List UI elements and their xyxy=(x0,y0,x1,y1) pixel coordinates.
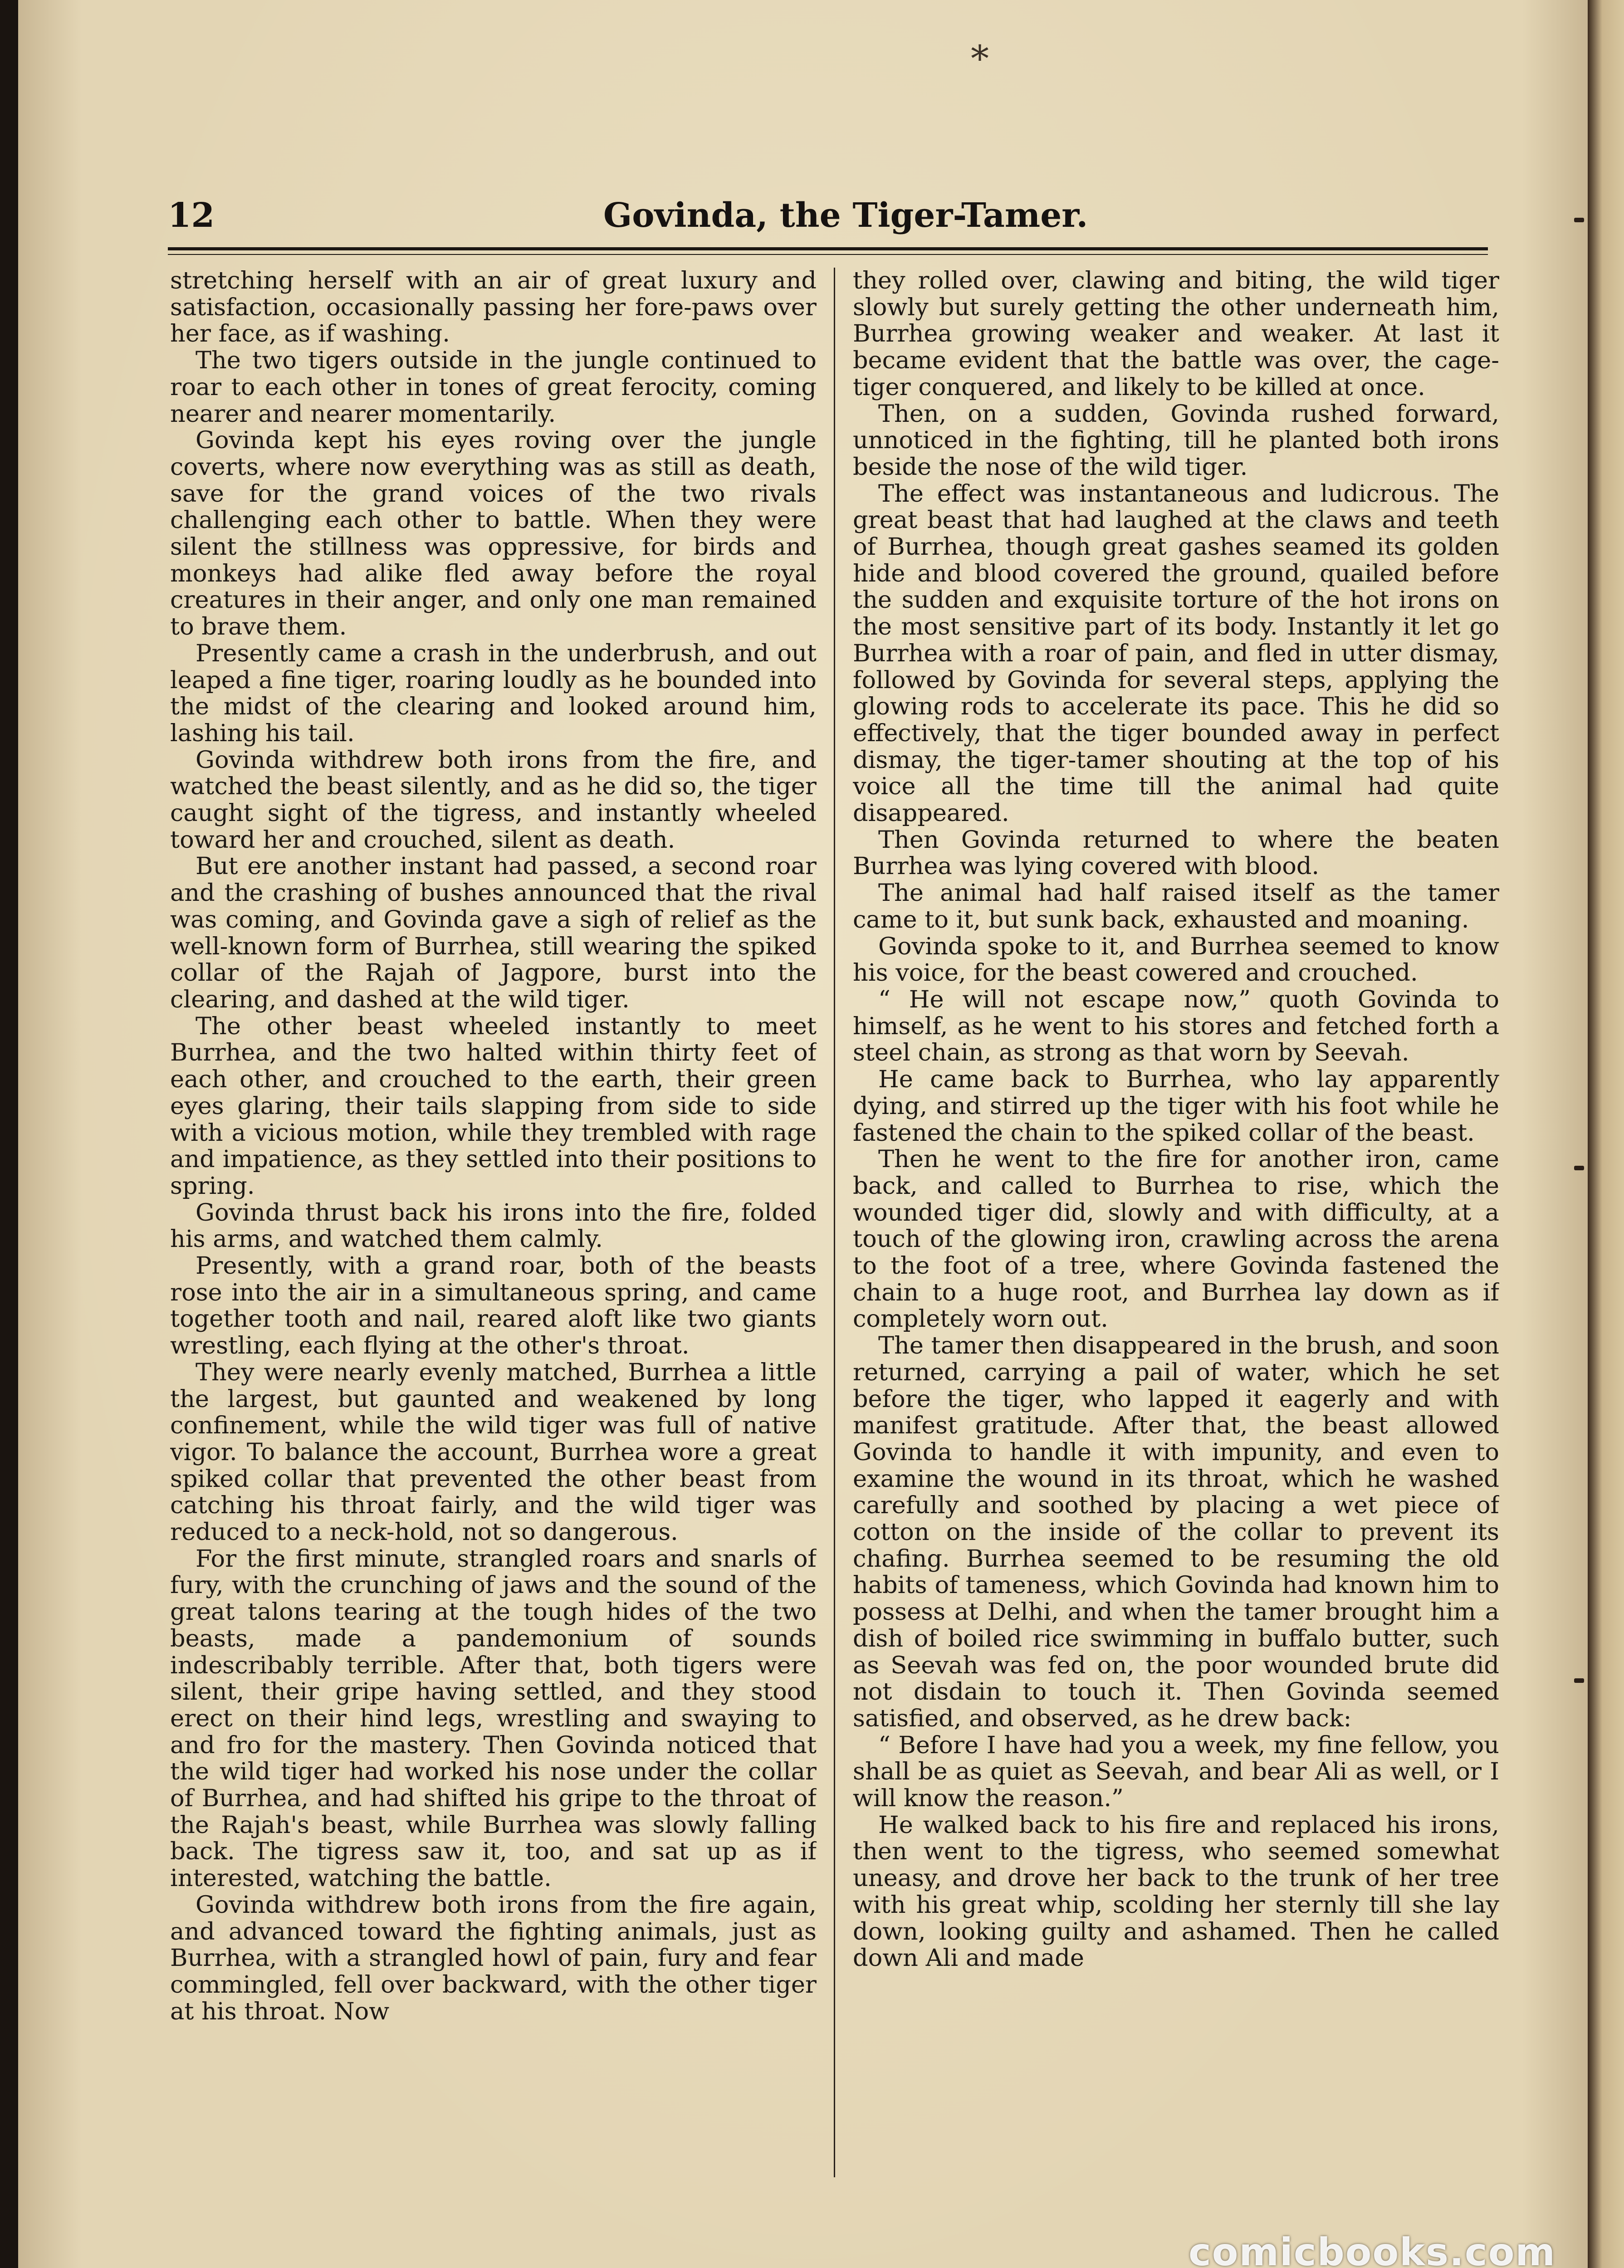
magazine-page xyxy=(18,0,1601,2268)
paragraph: stretching herself with an air of great luxury and satisfaction, occasionally passing her fore-paws over her face, as if washing. xyxy=(170,268,817,348)
paragraph: Then, on a sudden, Govinda rushed forward, unnoticed in the fighting, till he planted both irons beside the nose of the wild tiger. xyxy=(853,400,1499,481)
paragraph: The animal had half raised itself as the tamer came to it, but sunk back, exhausted and moaning. xyxy=(853,879,1499,934)
paragraph: The other beast wheeled instantly to meet Burrhea, and the two halted within thirty feet of each other, and crouched to the earth, their green eyes glaring, their tails slapping from side to side with a vicious motion, while they trembled with rage and impatience, as they settled into their positions to spring. xyxy=(170,1012,817,1200)
paragraph: “ Before I have had you a week, my fine fellow, you shall be as quiet as Seevah, and bear Ali as well, or I will know the reason.” xyxy=(853,1731,1499,1813)
header-rule xyxy=(168,247,1488,250)
page-number: 12 xyxy=(168,196,215,235)
paragraph: They were nearly evenly matched, Burrhea a little the largest, but gaunted and weakened by long confinement, while the wild tiger was full of native vigor. To balance the account, Burrhea wore a great spiked collar that prevented the other beast from catching his throat fairly, and the wild tiger was reduced to a neck-hold, not so dangerous. xyxy=(170,1358,817,1546)
page-header xyxy=(168,191,1488,240)
right-column xyxy=(853,268,1499,2218)
paragraph: Then Govinda returned to where the beaten Burrhea was lying covered with blood. xyxy=(853,826,1499,880)
paragraph: He walked back to his fire and replaced his irons, then went to the tigress, who seemed somewhat uneasy, and drove her back to the trunk of her tree with his great whip, scolding her sternly till she lay down, looking guilty and ashamed. Then he called down Ali and made xyxy=(853,1811,1499,1972)
paragraph: Govinda withdrew both irons from the fire, and watched the beast silently, and as he did so, the tiger caught sight of the tigress, and instantly wheeled toward her and crouched, silent as death. xyxy=(170,746,817,854)
paragraph: Govinda spoke to it, and Burrhea seemed to know his voice, for the beast cowered and crouched. xyxy=(853,932,1499,987)
paragraph: Presently, with a grand roar, both of the beasts rose into the air in a simultaneous spring, and came together tooth and nail, reared aloft like two giants wrestling, each flying at the other's throat. xyxy=(170,1252,817,1360)
paragraph: Then he went to the fire for another iron, came back, and called to Burrhea to rise, which the wounded tiger did, slowly and with difficulty, at a touch of the glowing iron, crawling across the arena to the foot of a tree, where Govinda fastened the chain to a huge root, and Burrhea lay down as if completely worn out. xyxy=(853,1145,1499,1333)
paragraph: The tamer then disappeared in the brush, and soon returned, carrying a pail of water, which he set before the tiger, who lapped it eagerly and with manifest gratitude. After that, the beast allowed Govinda to handle it with impunity, and even to examine the wound in its throat, which he washed carefully and soothed by placing a wet piece of cotton on the inside of the collar to prevent its chafing. Burrhea seemed to be resuming the old habits of tameness, which Govinda had known him to possess at Delhi, and when the tamer brought him a dish of boiled rice swimming in buffalo butter, such as Seevah was fed on, the poor wounded brute did not disdain to touch it. Then Govinda seemed satisfied, and observed, as he drew back: xyxy=(853,1332,1499,1732)
header-rule-thin xyxy=(168,254,1488,255)
binding-mark xyxy=(1574,218,1584,222)
binding-mark xyxy=(1574,1166,1584,1170)
running-title: Govinda, the Tiger-Tamer. xyxy=(603,196,1088,235)
column-divider xyxy=(834,268,835,2177)
paragraph: The effect was instantaneous and ludicrous. The great beast that had laughed at the claws and teeth of Burrhea, though great gashes seamed its golden hide and blood covered the ground, quailed before the sudden and exquisite torture of the hot irons on the most sensitive part of its body. Instantly it let go Burrhea with a roar of pain, and fled in utter dismay, followed by Govinda for several steps, applying the glowing rods to accelerate its pace. This he did so effectively, that the tiger bounded away in perfect dismay, the tiger-tamer shouting at the top of his voice all the time till the animal had quite disappeared. xyxy=(853,479,1499,827)
left-column xyxy=(170,268,817,2218)
paragraph: He came back to Burrhea, who lay apparently dying, and stirred up the tiger with his foot while he fastened the chain to the spiked collar of the beast. xyxy=(853,1066,1499,1147)
paragraph: But ere another instant had passed, a second roar and the crashing of bushes announced that the rival was coming, and Govinda gave a sigh of relief as the well-known form of Burrhea, still wearing the spiked collar of the Rajah of Jagpore, burst into the clearing, and dashed at the wild tiger. xyxy=(170,852,817,1013)
paragraph: they rolled over, clawing and biting, the wild tiger slowly but surely getting the other underneath him, Burrhea growing weaker and weaker. At last it became evident that the battle was over, the cage-tiger conquered, and likely to be killed at once. xyxy=(853,268,1499,401)
paragraph: Govinda kept his eyes roving over the jungle coverts, where now everything was as still as death, save for the grand voices of the two rivals challenging each other to battle. When they were silent the stillness was oppressive, for birds and monkeys had alike fled away before the royal creatures in their anger, and only one man remained to brave them. xyxy=(170,426,817,641)
binding-mark xyxy=(1574,1678,1584,1683)
adjacent-page-edge xyxy=(1588,0,1624,2268)
paragraph: Presently came a crash in the underbrush, and out leaped a fine tiger, roaring loudly as he bounded into the midst of the clearing and looked around him, lashing his tail. xyxy=(170,639,817,747)
top-ornament: * xyxy=(971,38,989,80)
paragraph: Govinda withdrew both irons from the fire again, and advanced toward the fighting animals, just as Burrhea, with a strangled howl of pain, fury and fear commingled, fell over backward, with the other tiger at his throat. Now xyxy=(170,1891,817,2025)
paragraph: For the first minute, strangled roars and snarls of fury, with the crunching of jaws and the sound of the great talons tearing at the tough hides of the two beasts, made a pandemonium of sounds indescribably terrible. After that, both tigers were silent, their gripe having settled, and they stood erect on their hind legs, wrestling and swaying to and fro for the mastery. Then Govinda noticed that the wild tiger had worked his nose under the collar of Burrhea, and had shifted his gripe to the throat of the Rajah's beast, while Burrhea was slowly falling back. The tigress saw it, too, and sat up as if interested, watching the battle. xyxy=(170,1545,817,1892)
paragraph: “ He will not escape now,” quoth Govinda to himself, as he went to his stores and fetched forth a steel chain, as strong as that worn by Seevah. xyxy=(853,985,1499,1067)
watermark: comicbooks.com xyxy=(1189,2230,1556,2268)
paragraph: The two tigers outside in the jungle continued to roar to each other in tones of great ferocity, coming nearer and nearer momentarily. xyxy=(170,347,817,428)
paragraph: Govinda thrust back his irons into the fire, folded his arms, and watched them calmly. xyxy=(170,1198,817,1253)
